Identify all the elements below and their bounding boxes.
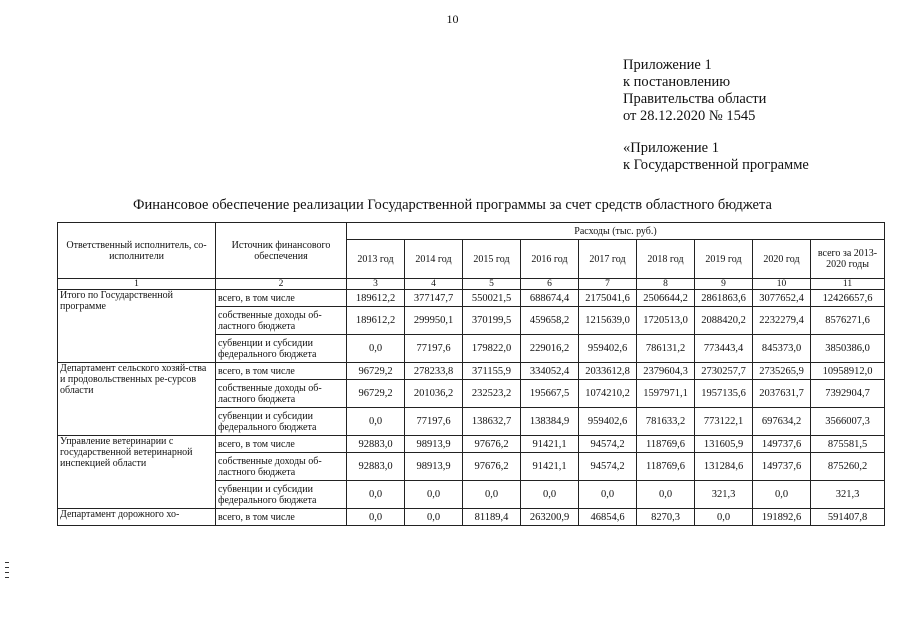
value-cell: 688674,4 [521, 290, 579, 307]
value-cell: 149737,6 [753, 453, 811, 481]
annex-line: к постановлению [623, 74, 731, 90]
value-cell: 2033612,8 [579, 363, 637, 380]
value-cell: 94574,2 [579, 436, 637, 453]
value-cell: 0,0 [521, 481, 579, 509]
source-cell: собственные доходы об-ластного бюджета [216, 380, 347, 408]
value-cell: 77197,6 [405, 335, 463, 363]
source-cell: собственные доходы об-ластного бюджета [216, 453, 347, 481]
value-cell: 0,0 [405, 481, 463, 509]
table-row [58, 290, 885, 307]
value-cell: 138384,9 [521, 408, 579, 436]
col-number: 1 [58, 279, 216, 290]
value-cell: 0,0 [753, 481, 811, 509]
source-cell: всего, в том числе [216, 509, 347, 526]
value-cell: 299950,1 [405, 307, 463, 335]
value-cell: 773122,1 [695, 408, 753, 436]
value-cell: 131605,9 [695, 436, 753, 453]
header-year: 2018 год [637, 240, 695, 279]
value-cell: 2861863,6 [695, 290, 753, 307]
header-year: 2020 год [753, 240, 811, 279]
value-cell: 97676,2 [463, 436, 521, 453]
value-cell: 1720513,0 [637, 307, 695, 335]
total-cell: 12426657,6 [811, 290, 885, 307]
table-row [58, 436, 885, 453]
source-cell: субвенции и субсидии федерального бюджета [216, 481, 347, 509]
col-number: 5 [463, 279, 521, 290]
value-cell: 3077652,4 [753, 290, 811, 307]
value-cell: 92883,0 [347, 453, 405, 481]
total-cell: 8576271,6 [811, 307, 885, 335]
table-row [58, 509, 885, 526]
page-number: 10 [446, 12, 459, 26]
source-cell: всего, в том числе [216, 436, 347, 453]
value-cell: 191892,6 [753, 509, 811, 526]
executor-cell: Итого по Государственной программе [58, 290, 216, 363]
value-cell: 2379604,3 [637, 363, 695, 380]
value-cell: 91421,1 [521, 436, 579, 453]
col-number: 6 [521, 279, 579, 290]
value-cell: 94574,2 [579, 453, 637, 481]
value-cell: 1074210,2 [579, 380, 637, 408]
value-cell: 97676,2 [463, 453, 521, 481]
value-cell: 91421,1 [521, 453, 579, 481]
total-cell: 3850386,0 [811, 335, 885, 363]
annex-quote-line: к Государственной программе [623, 157, 809, 173]
value-cell: 0,0 [695, 509, 753, 526]
annex-block [623, 57, 809, 174]
value-cell: 96729,2 [347, 363, 405, 380]
value-cell: 8270,3 [637, 509, 695, 526]
value-cell: 0,0 [637, 481, 695, 509]
value-cell: 845373,0 [753, 335, 811, 363]
value-cell: 334052,4 [521, 363, 579, 380]
header-executor: Ответственный исполнитель, со-исполнители [58, 223, 216, 279]
col-number: 11 [811, 279, 885, 290]
value-cell: 1597971,1 [637, 380, 695, 408]
total-cell: 591407,8 [811, 509, 885, 526]
value-cell: 278233,8 [405, 363, 463, 380]
value-cell: 0,0 [347, 335, 405, 363]
value-cell: 229016,2 [521, 335, 579, 363]
value-cell: 959402,6 [579, 408, 637, 436]
value-cell: 786131,2 [637, 335, 695, 363]
header-year: 2017 год [579, 240, 637, 279]
value-cell: 321,3 [695, 481, 753, 509]
header-source: Источник финансового обеспечения [216, 223, 347, 279]
total-cell: 875581,5 [811, 436, 885, 453]
value-cell: 138632,7 [463, 408, 521, 436]
header-year: 2013 год [347, 240, 405, 279]
col-number: 10 [753, 279, 811, 290]
value-cell: 232523,2 [463, 380, 521, 408]
source-cell: всего, в том числе [216, 290, 347, 307]
annex-line: Приложение 1 [623, 57, 712, 73]
value-cell: 98913,9 [405, 436, 463, 453]
value-cell: 189612,2 [347, 290, 405, 307]
value-cell: 2232279,4 [753, 307, 811, 335]
col-number: 2 [216, 279, 347, 290]
value-cell: 2088420,2 [695, 307, 753, 335]
value-cell: 263200,9 [521, 509, 579, 526]
value-cell: 96729,2 [347, 380, 405, 408]
table-body [58, 290, 885, 526]
value-cell: 92883,0 [347, 436, 405, 453]
total-cell: 3566007,3 [811, 408, 885, 436]
value-cell: 459658,2 [521, 307, 579, 335]
value-cell: 195667,5 [521, 380, 579, 408]
value-cell: 0,0 [405, 509, 463, 526]
header-expenses: Расходы (тыс. руб.) [347, 223, 885, 240]
annex-quote-line: «Приложение 1 [623, 140, 719, 156]
total-cell: 10958912,0 [811, 363, 885, 380]
value-cell: 201036,2 [405, 380, 463, 408]
value-cell: 377147,7 [405, 290, 463, 307]
source-cell: субвенции и субсидии федерального бюджета [216, 408, 347, 436]
value-cell: 0,0 [347, 509, 405, 526]
source-cell: субвенции и субсидии федерального бюджета [216, 335, 347, 363]
col-number: 9 [695, 279, 753, 290]
financing-table [57, 222, 885, 526]
annex-line: от 28.12.2020 № 1545 [623, 108, 756, 124]
value-cell: 370199,5 [463, 307, 521, 335]
value-cell: 0,0 [347, 408, 405, 436]
value-cell: 781633,2 [637, 408, 695, 436]
value-cell: 77197,6 [405, 408, 463, 436]
col-number: 4 [405, 279, 463, 290]
col-number: 7 [579, 279, 637, 290]
executor-cell: Управление ветеринарии с государственной ветеринарной инспекцией области [58, 436, 216, 509]
value-cell: 46854,6 [579, 509, 637, 526]
col-number: 3 [347, 279, 405, 290]
value-cell: 0,0 [347, 481, 405, 509]
table-row [58, 363, 885, 380]
value-cell: 2506644,2 [637, 290, 695, 307]
value-cell: 2730257,7 [695, 363, 753, 380]
value-cell: 131284,6 [695, 453, 753, 481]
value-cell: 81189,4 [463, 509, 521, 526]
header-total: всего за 2013-2020 годы [811, 240, 885, 279]
executor-cell: Департамент дорожного хо- [58, 509, 216, 526]
source-cell: собственные доходы об-ластного бюджета [216, 307, 347, 335]
total-cell: 875260,2 [811, 453, 885, 481]
value-cell: 189612,2 [347, 307, 405, 335]
value-cell: 2175041,6 [579, 290, 637, 307]
value-cell: 179822,0 [463, 335, 521, 363]
header-year: 2016 год [521, 240, 579, 279]
annex-line: Правительства области [623, 91, 767, 107]
header-year: 2019 год [695, 240, 753, 279]
edge-mark [5, 562, 9, 582]
value-cell: 773443,4 [695, 335, 753, 363]
value-cell: 550021,5 [463, 290, 521, 307]
value-cell: 2037631,7 [753, 380, 811, 408]
document-title: Финансовое обеспечение реализации Государственной программы за счет средств областного бюджета [133, 197, 772, 213]
header-year: 2015 год [463, 240, 521, 279]
value-cell: 149737,6 [753, 436, 811, 453]
total-cell: 7392904,7 [811, 380, 885, 408]
col-number: 8 [637, 279, 695, 290]
source-cell: всего, в том числе [216, 363, 347, 380]
total-cell: 321,3 [811, 481, 885, 509]
value-cell: 98913,9 [405, 453, 463, 481]
value-cell: 959402,6 [579, 335, 637, 363]
executor-cell: Департамент сельского хозяй-ства и продовольственных ре-сурсов области [58, 363, 216, 436]
value-cell: 1215639,0 [579, 307, 637, 335]
value-cell: 118769,6 [637, 436, 695, 453]
value-cell: 2735265,9 [753, 363, 811, 380]
value-cell: 0,0 [463, 481, 521, 509]
value-cell: 118769,6 [637, 453, 695, 481]
value-cell: 1957135,6 [695, 380, 753, 408]
header-year: 2014 год [405, 240, 463, 279]
value-cell: 697634,2 [753, 408, 811, 436]
value-cell: 371155,9 [463, 363, 521, 380]
value-cell: 0,0 [579, 481, 637, 509]
